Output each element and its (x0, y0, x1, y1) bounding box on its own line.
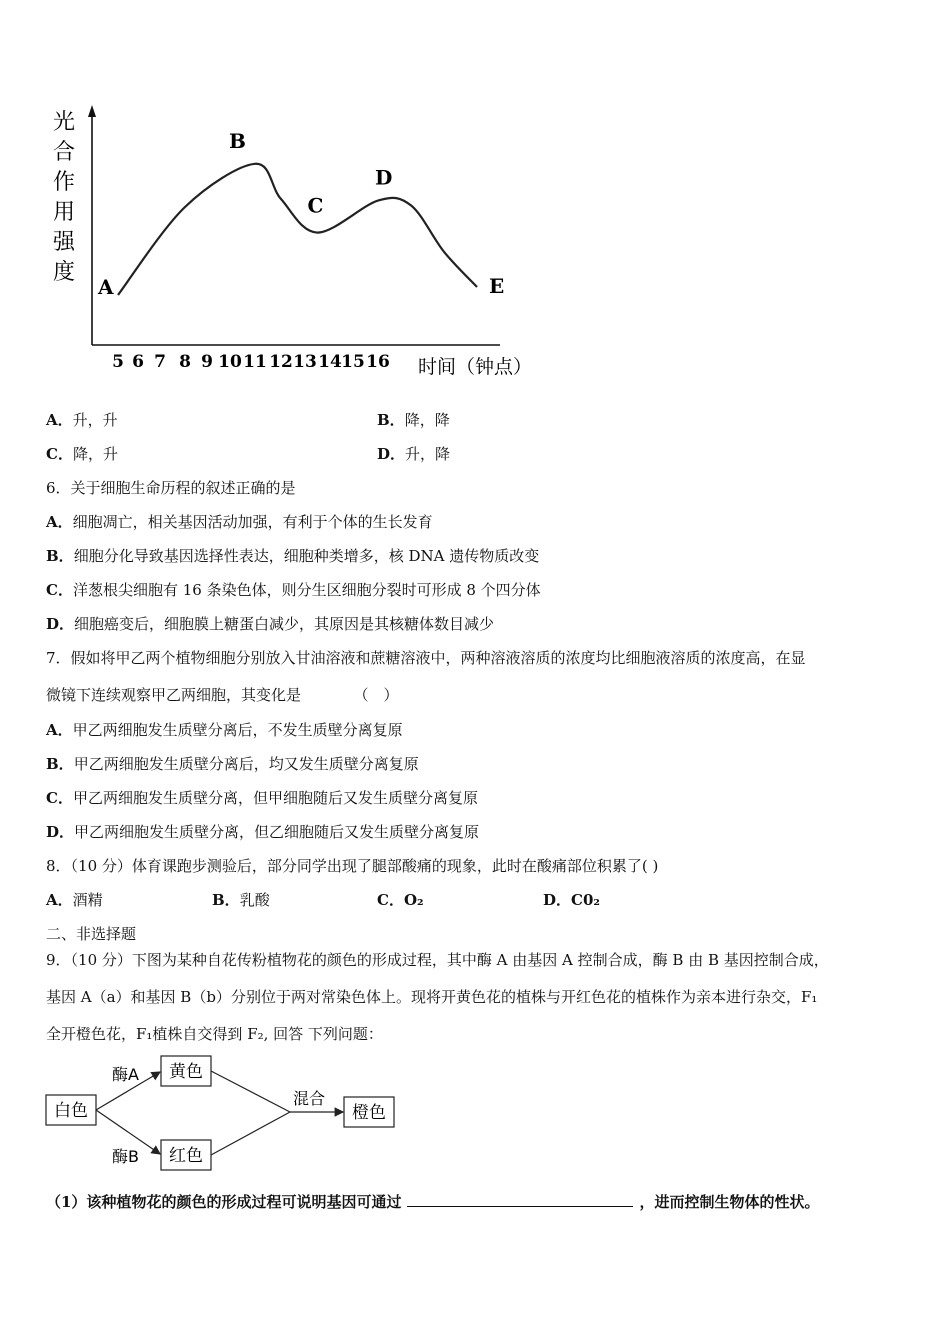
option-letter: C． (46, 789, 73, 807)
label-enzyme-b: 酶B (112, 1147, 139, 1166)
option-letter: C． (46, 581, 73, 599)
y-label-char: 强 (53, 230, 76, 255)
option-text: 细胞分化导致基因选择性表达，细胞种类增多，核 DNA 遗传物质改变 (73, 547, 540, 565)
q5-option-a (46, 410, 118, 430)
q6-stem: 6．关于细胞生命历程的叙述正确的是 (46, 479, 296, 497)
option-text: 降，降 (404, 411, 450, 429)
x-tick-label: 8 (179, 352, 191, 372)
option-letter: A． (46, 513, 73, 531)
option-letter: B． (46, 547, 74, 565)
option-letter: B． (212, 891, 240, 909)
chart-curve (118, 164, 477, 295)
option-text: 甲乙两细胞发生质壁分离，但甲细胞随后又发生质壁分离复原 (72, 789, 478, 807)
point-label-d: D (375, 165, 393, 190)
q7-option-d (46, 822, 479, 842)
q8-option-c (377, 890, 424, 910)
photosynthesis-chart (40, 95, 570, 395)
x-tick-label: 6 (132, 352, 144, 372)
q5-option-c (46, 444, 118, 464)
option-text: 细胞癌变后，细胞膜上糖蛋白减少，其原因是其核糖体数目减少 (74, 615, 495, 633)
option-text: 甲乙两细胞发生质壁分离后，不发生质壁分离复原 (72, 721, 403, 739)
option-letter: C． (377, 891, 404, 909)
x-axis-label: 时间（钟点） (418, 356, 533, 378)
sub1-prefix: （1）该种植物花的颜色的形成过程可说明基因可通过 (46, 1193, 402, 1211)
q8-option-a (46, 890, 103, 910)
y-label-char: 用 (53, 200, 76, 225)
q5-option-b (377, 410, 450, 430)
q9-line3: 全开橙色花，F₁植株自交得到 F₂, 回答 下列问题： (46, 1025, 383, 1043)
line-yellow-merge (211, 1071, 290, 1112)
option-letter: B． (46, 755, 74, 773)
option-letter: D． (46, 615, 75, 633)
q7-option-a (46, 720, 403, 740)
q6-option-b (46, 546, 539, 566)
point-label-a: A (98, 275, 114, 299)
label-mix: 混合 (293, 1089, 326, 1108)
q7-option-b (46, 754, 419, 774)
option-letter: A． (46, 411, 73, 429)
y-label-char: 合 (53, 140, 76, 165)
q5-option-d (377, 444, 450, 464)
point-label-c: C (307, 193, 324, 218)
option-text: 洋葱根尖细胞有 16 条染色体，则分生区细胞分裂时可形成 8 个四分体 (72, 581, 541, 599)
label-yellow: 黄色 (169, 1062, 203, 1082)
q7-stem-line1: 7．假如将甲乙两个植物细胞分别放入甘油溶液和蔗糖溶液中，两种溶液溶质的浓度均比细胞液溶质的浓度高，在显 (46, 649, 806, 667)
y-axis-arrow (88, 105, 96, 117)
q8-stem: 8．（10 分）体育课跑步测验后，部分同学出现了腿部酸痛的现象，此时在酸痛部位积累了( ) (46, 857, 659, 875)
option-letter: C． (46, 445, 73, 463)
x-tick-label: 11 (243, 352, 267, 372)
q6-option-a (46, 512, 433, 532)
x-tick-label: 5 (112, 352, 124, 372)
option-letter: A． (46, 891, 73, 909)
answer-blank[interactable] (407, 1192, 633, 1207)
option-text: 升，降 (405, 445, 451, 463)
x-tick-label: 7 (154, 352, 166, 372)
label-red: 红色 (169, 1146, 203, 1166)
option-letter: D． (377, 445, 406, 463)
x-tick-label: 15 (341, 352, 365, 372)
q9-line1: 9．（10 分）下图为某种自花传粉植物花的颜色的形成过程，其中酶 A 由基因 A 控制合成，酶 B 由 B 基因控制合成， (46, 951, 829, 969)
option-text: 酒精 (72, 891, 103, 909)
label-enzyme-a: 酶A (112, 1065, 139, 1084)
option-letter: D． (46, 823, 75, 841)
y-axis-label (53, 110, 76, 285)
sub1-suffix: ，进而控制生物体的性状。 (639, 1193, 820, 1211)
option-letter: D． (543, 891, 572, 909)
option-text: 甲乙两细胞发生质壁分离，但乙细胞随后又发生质壁分离复原 (74, 823, 480, 841)
point-label-b: B (229, 128, 246, 153)
section-heading: 二、非选择题 (46, 925, 137, 943)
option-text: 乳酸 (239, 891, 270, 909)
x-tick-label: 9 (201, 352, 213, 372)
x-tick-label: 16 (366, 352, 390, 372)
q9-line2: 基因 A（a）和基因 B（b）分别位于两对常染色体上。现将开黄色花的植株与开红色花的植株作为亲本进行杂交，F₁ (46, 988, 818, 1006)
y-label-char: 光 (53, 110, 76, 135)
option-text: O₂ (403, 891, 424, 909)
q9-subquestion-1 (46, 1192, 819, 1212)
option-text: 甲乙两细胞发生质壁分离后，均又发生质壁分离复原 (73, 755, 419, 773)
option-text: C0₂ (571, 891, 600, 909)
q7-option-c (46, 788, 478, 808)
label-white: 白色 (54, 1101, 88, 1121)
option-letter: B． (377, 411, 405, 429)
option-text: 细胞凋亡，相关基因活动加强，有利于个体的生长发育 (72, 513, 433, 531)
x-tick-label: 12 (269, 352, 293, 372)
q8-option-b (212, 890, 270, 910)
flower-color-diagram (40, 1050, 410, 1180)
q6-option-c (46, 580, 541, 600)
option-text: 升，升 (72, 411, 118, 429)
option-letter: A． (46, 721, 73, 739)
q7-stem-line2: 微镜下连续观察甲乙两细胞，其变化是 （ ） (46, 686, 399, 704)
x-axis-ticks (112, 352, 390, 372)
option-text: 降，升 (72, 445, 118, 463)
q6-option-d (46, 614, 494, 634)
x-tick-label: 10 (218, 352, 242, 372)
label-orange: 橙色 (352, 1103, 386, 1123)
x-tick-label: 13 (293, 352, 317, 372)
x-tick-label: 14 (318, 352, 342, 372)
point-label-e: E (489, 274, 505, 298)
q8-option-d (543, 890, 600, 910)
point-labels (97, 129, 504, 299)
line-red-merge (211, 1112, 290, 1155)
y-label-char: 度 (53, 260, 76, 285)
y-label-char: 作 (53, 170, 76, 195)
